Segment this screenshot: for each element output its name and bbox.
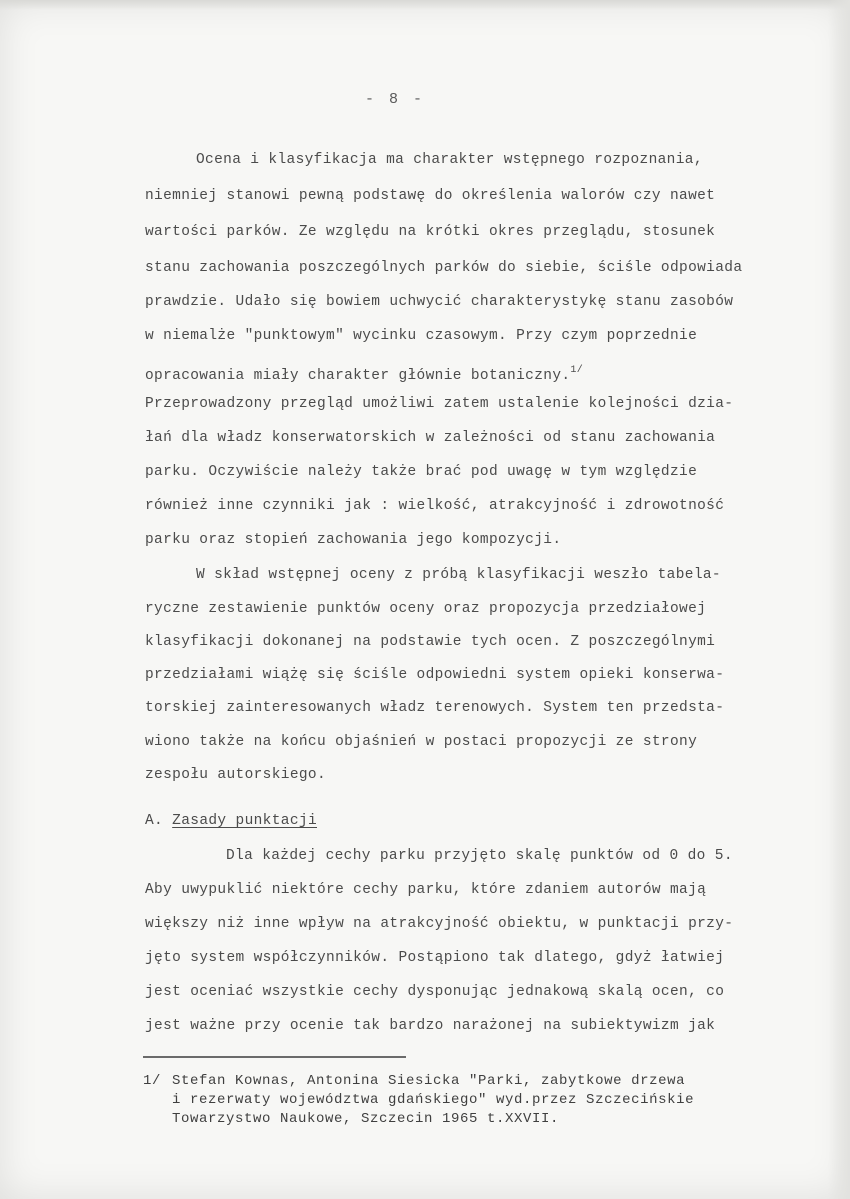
- paragraph-line: jęto system współczynników. Postąpiono tak dlatego, gdyż łatwiej: [145, 950, 725, 966]
- paragraph-line: torskiej zainteresowanych władz terenowych. System ten przedsta-: [145, 700, 725, 716]
- paragraph-line: [145, 361, 583, 386]
- footnote-line: i rezerwaty województwa gdańskiego" wyd.przez Szczecińskie: [172, 1092, 695, 1108]
- footnote-divider: [143, 1056, 406, 1058]
- paragraph-line: klasyfikacji dokonanej na podstawie tych ocen. Z poszczególnymi: [145, 634, 716, 650]
- paragraph-line: jest ważne przy ocenie tak bardzo narażonej na subiektywizm jak: [145, 1018, 716, 1034]
- paragraph-line: parku oraz stopień zachowania jego kompozycji.: [145, 532, 562, 548]
- paragraph-line: wartości parków. Ze względu na krótki okres przeglądu, stosunek: [145, 224, 716, 240]
- paragraph-line: w niemalże "punktowym" wycinku czasowym. Przy czym poprzednie: [145, 328, 698, 344]
- paragraph-line: przedziałami wiążę się ściśle odpowiedni system opieki konserwa-: [145, 667, 725, 683]
- section-heading-label: Zasady punktacji: [172, 813, 317, 829]
- paragraph-line: zespołu autorskiego.: [145, 767, 327, 783]
- paragraph-line: W skład wstępnej oceny z próbą klasyfikacji weszło tabela-: [196, 567, 721, 583]
- footnote-line: Towarzystwo Naukowe, Szczecin 1965 t.XXVII.: [172, 1111, 560, 1127]
- footnote-reference: 1/: [570, 365, 584, 376]
- paragraph-line: stanu zachowania poszczególnych parków do siebie, ściśle odpowiada: [145, 260, 743, 276]
- paragraph-line: Dla każdej cechy parku przyjęto skalę punktów od 0 do 5.: [226, 848, 733, 864]
- paragraph-line: Aby uwypuklić niektóre cechy parku, które zdaniem autorów mają: [145, 882, 707, 898]
- footnote-line: Stefan Kownas, Antonina Siesicka "Parki, zabytkowe drzewa: [172, 1073, 686, 1089]
- paragraph-line: jest oceniać wszystkie cechy dysponując jednakową skalą ocen, co: [145, 984, 725, 1000]
- page-number: - 8 -: [364, 91, 425, 108]
- paragraph-line: łań dla władz konserwatorskich w zależności od stanu zachowania: [145, 430, 716, 446]
- paragraph-line: prawdzie. Udało się bowiem uchwycić charakterystykę stanu zasobów: [145, 294, 734, 310]
- paragraph-text: opracowania miały charakter głównie botaniczny.: [145, 368, 571, 384]
- paragraph-line: ryczne zestawienie punktów oceny oraz propozycja przedziałowej: [145, 601, 707, 617]
- paragraph-line: wiono także na końcu objaśnień w postaci propozycji ze strony: [145, 734, 698, 750]
- paragraph-line: większy niż inne wpływ na atrakcyjność obiektu, w punktacji przy-: [145, 916, 734, 932]
- footnote-marker: 1/: [143, 1073, 162, 1089]
- scan-edge-right: [828, 0, 850, 1199]
- paragraph-line: Ocena i klasyfikacja ma charakter wstępnego rozpoznania,: [196, 152, 703, 168]
- paragraph-line: niemniej stanowi pewną podstawę do określenia walorów czy nawet: [145, 188, 716, 204]
- section-heading-prefix: A.: [145, 813, 164, 829]
- section-heading: [145, 811, 317, 831]
- paragraph-line: Przeprowadzony przegląd umożliwi zatem ustalenie kolejności dzia-: [145, 396, 734, 412]
- scan-edge-top: [0, 0, 850, 10]
- paragraph-line: również inne czynniki jak : wielkość, atrakcyjność i zdrowotność: [145, 498, 725, 514]
- paragraph-line: parku. Oczywiście należy także brać pod uwagę w tym względzie: [145, 464, 698, 480]
